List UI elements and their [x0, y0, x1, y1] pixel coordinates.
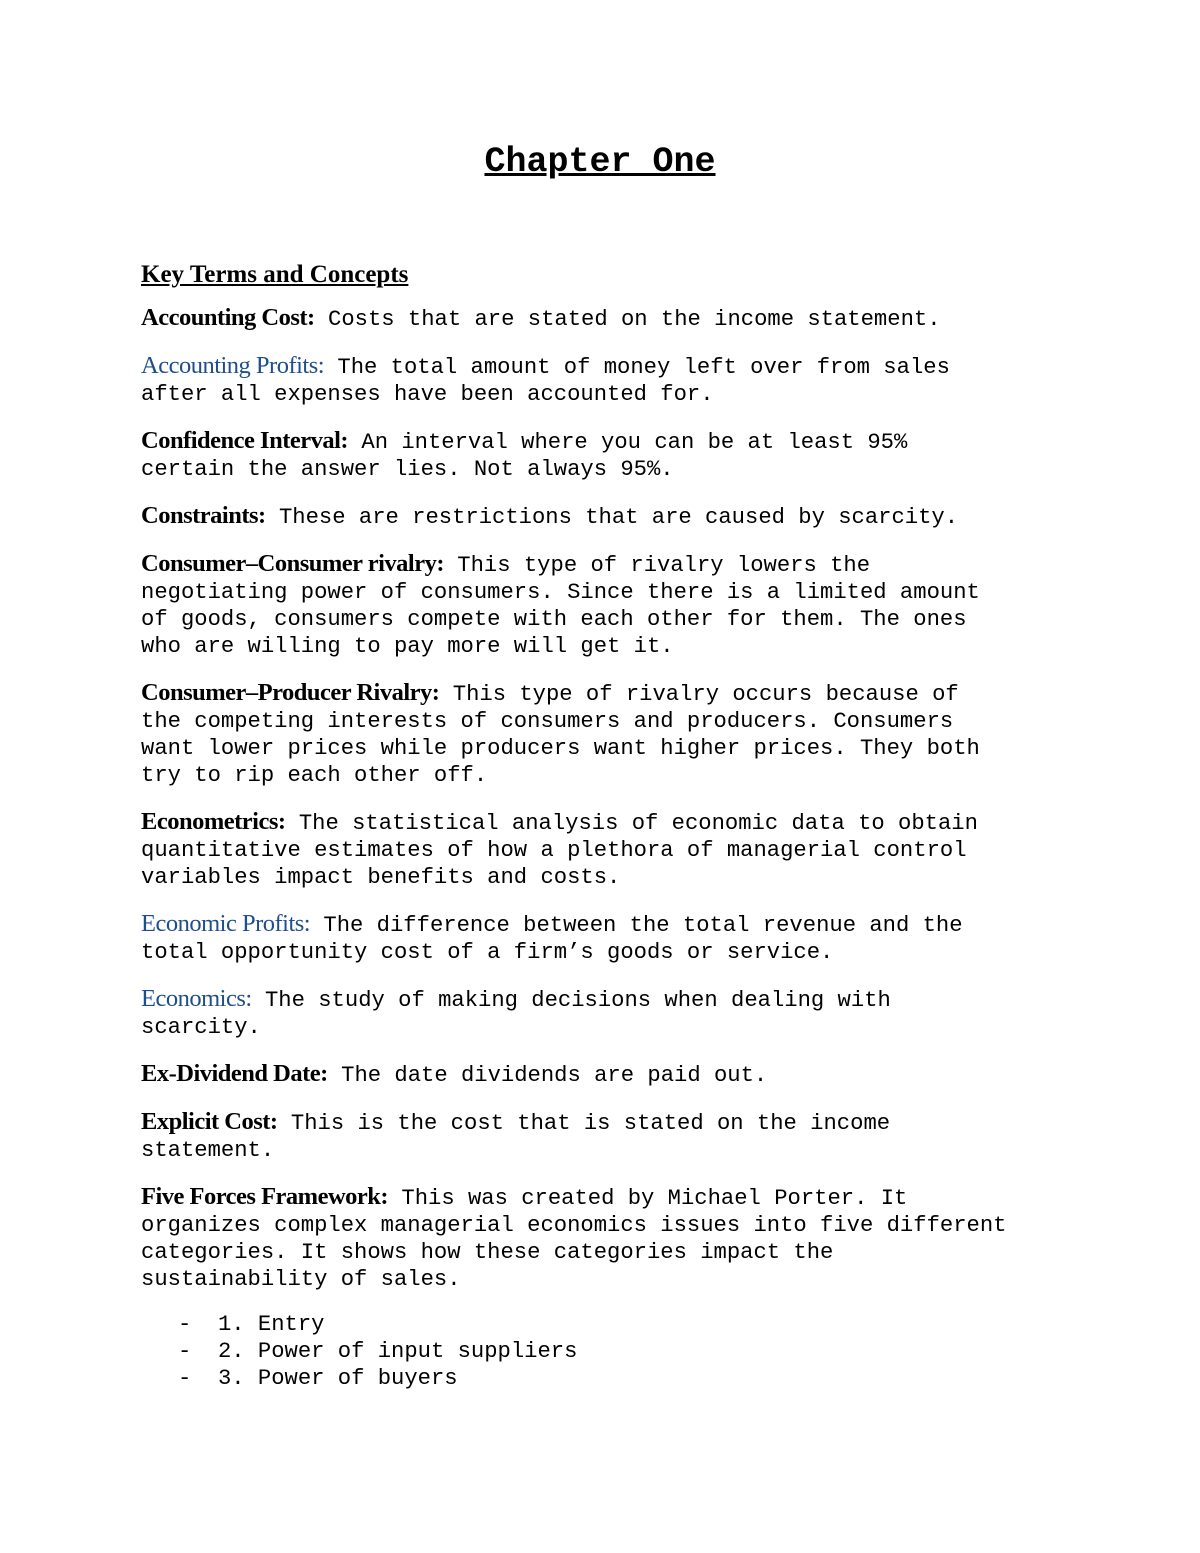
term-entry	[141, 1108, 1071, 1164]
term-definition: The study of making decisions when dealing with scarcity.	[141, 988, 891, 1040]
list-item: - 3. Power of buyers	[178, 1366, 458, 1391]
term-definition: An interval where you can be at least 95% certain the answer lies. Not always 95%.	[141, 430, 908, 482]
chapter-title: Chapter One	[484, 142, 716, 182]
term-label: Economic Profits:	[141, 910, 311, 937]
term-entry	[141, 910, 1071, 966]
term-entry	[141, 304, 1071, 333]
term-entry	[141, 1060, 1071, 1089]
term-label: Accounting Profits:	[141, 352, 325, 379]
section-heading: Key Terms and Concepts	[141, 261, 409, 288]
term-label: Economics:	[141, 985, 252, 1012]
term-entry	[141, 502, 1071, 531]
term-label: Consumer–Producer Rivalry:	[141, 679, 440, 706]
term-definition: The total amount of money left over from sales after all expenses have been accounted for.	[141, 355, 950, 407]
term-definition: This is the cost that is stated on the income statement.	[141, 1111, 891, 1163]
term-definition: This type of rivalry lowers the negotiating power of consumers. Since there is a limited amount of goods, consumers compete with each other for them. The ones who are willing to pay more will get it.	[141, 553, 980, 659]
term-definition: These are restrictions that are caused by scarcity.	[265, 505, 959, 530]
term-label: Accounting Cost:	[141, 304, 315, 331]
term-label: Confidence Interval:	[141, 427, 349, 454]
term-entry	[141, 985, 1071, 1041]
term-entry	[141, 1183, 1071, 1293]
term-label: Five Forces Framework:	[141, 1183, 389, 1210]
term-definition: This was created by Michael Porter. It organizes complex managerial economics issues into five different categories. It shows how these categories impact the sustainability of sales.	[141, 1186, 1007, 1292]
term-entry	[141, 550, 1071, 660]
list-item: - 1. Entry	[178, 1312, 325, 1337]
document-body	[141, 258, 1071, 1392]
term-entry	[141, 352, 1071, 408]
term-label: Consumer–Consumer rivalry:	[141, 550, 444, 577]
term-label: Ex-Dividend Date:	[141, 1060, 328, 1087]
list-item: - 2. Power of input suppliers	[178, 1339, 578, 1364]
term-label: Explicit Cost:	[141, 1108, 278, 1135]
term-definition: Costs that are stated on the income statement.	[314, 307, 941, 332]
term-entry	[141, 808, 1071, 891]
term-definition: The date dividends are paid out.	[327, 1063, 768, 1088]
term-entry	[141, 427, 1071, 483]
term-definition: The difference between the total revenue and the total opportunity cost of a firm’s goods or service.	[141, 913, 963, 965]
term-entry	[141, 679, 1071, 789]
term-definition: This type of rivalry occurs because of the competing interests of consumers and producers. Consumers want lower prices while producers want higher prices. They both try to rip each other off.	[141, 682, 980, 788]
term-definition: The statistical analysis of economic data to obtain quantitative estimates of how a plethora of managerial control variables impact benefits and costs.	[141, 811, 978, 890]
term-label: Econometrics:	[141, 808, 286, 835]
five-forces-list	[141, 1311, 1071, 1392]
term-label: Constraints:	[141, 502, 266, 529]
